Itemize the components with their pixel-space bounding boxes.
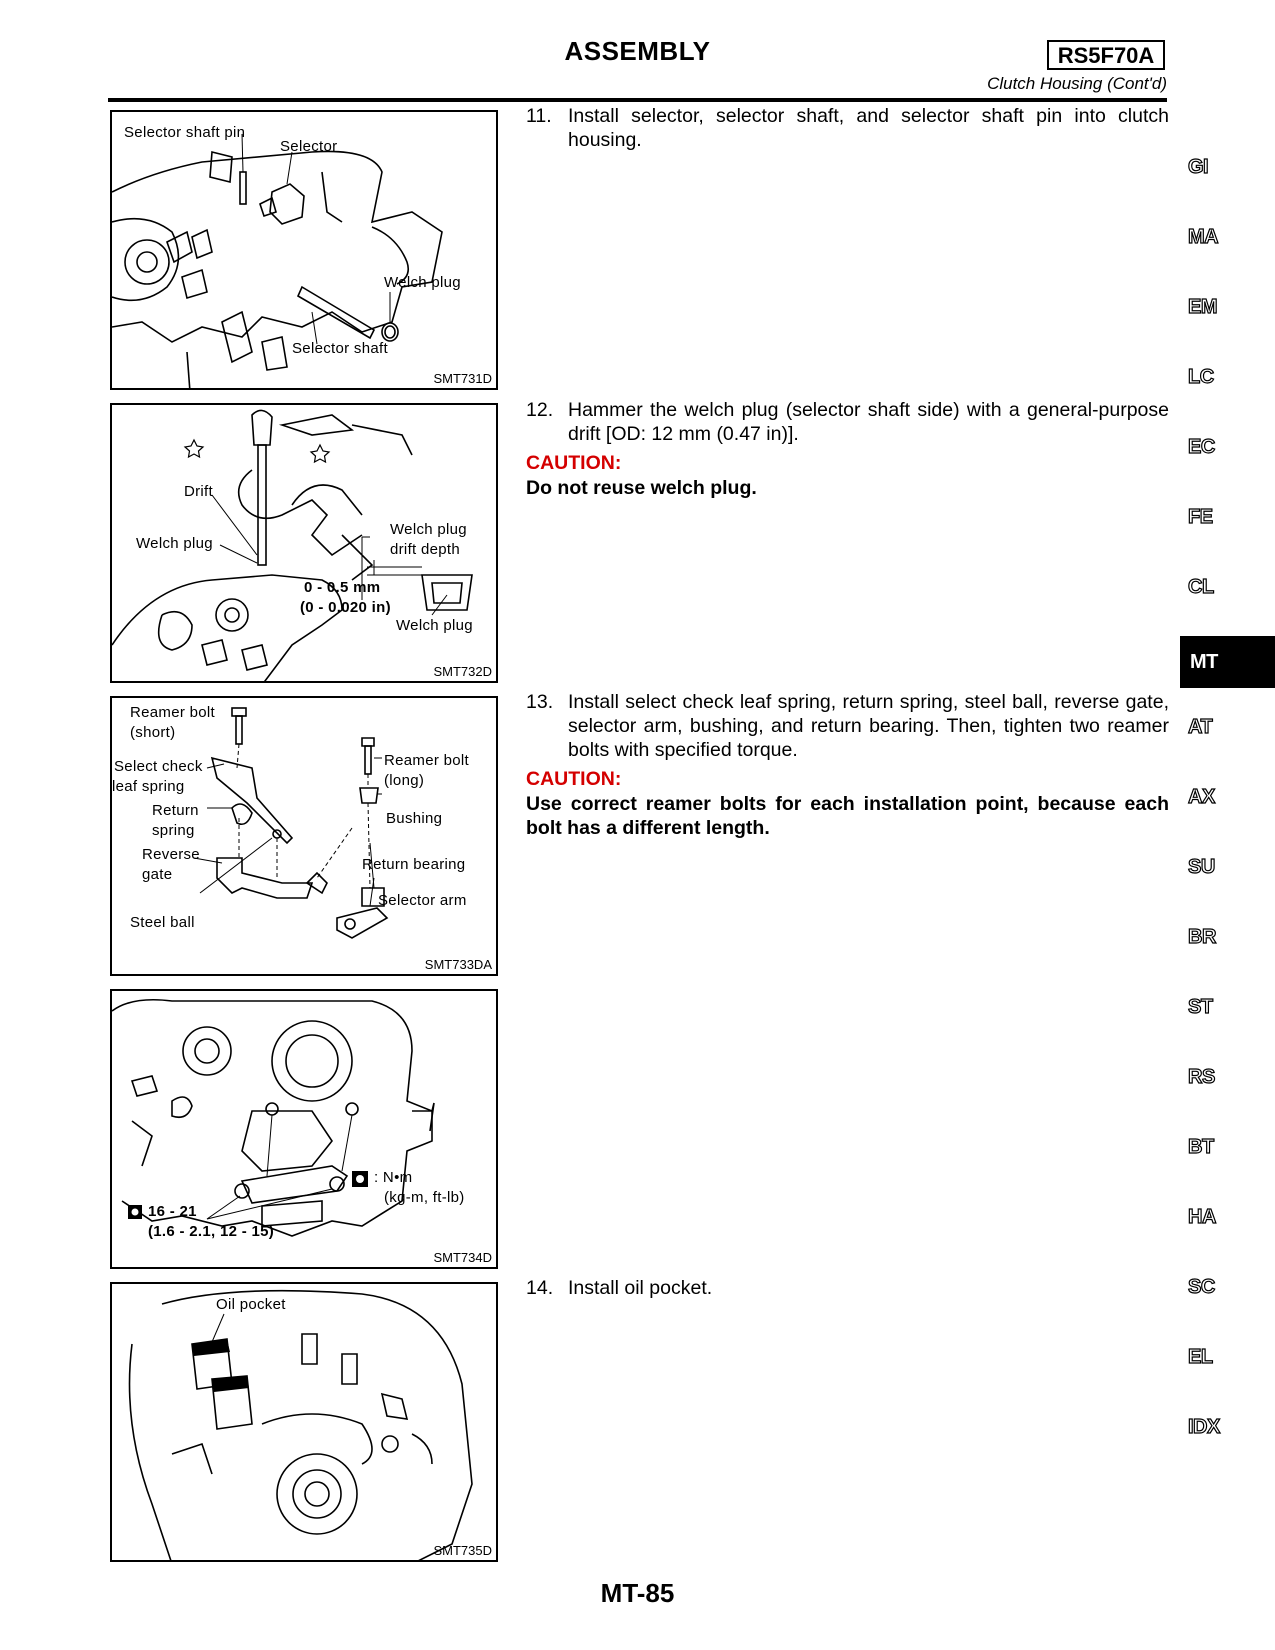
label-welch-plug: Welch plug <box>384 274 461 291</box>
step-text: Install oil pocket. <box>568 1277 713 1299</box>
side-tab-ec[interactable]: EC <box>1188 436 1215 458</box>
step-number: 12. <box>526 399 554 421</box>
step-text: Install selector, selector shaft, and selector shaft pin into clutch housing. <box>568 105 1169 151</box>
label-torque-value-alt: (1.6 - 2.1, 12 - 15) <box>148 1223 275 1240</box>
label-depth-in: (0 - 0.020 in) <box>300 599 391 616</box>
figure-code: SMT735D <box>433 1543 492 1558</box>
side-tab-br[interactable]: BR <box>1188 926 1216 948</box>
step-text: Install select check leaf spring, return spring, steel ball, reverse gate, selector arm, bushing, and return bearing. Then, tighten two reamer bolts with specified torque. <box>568 691 1169 761</box>
label-spring: spring <box>152 822 195 839</box>
label-depth-mm: 0 - 0.5 mm <box>304 579 381 596</box>
step-number: 13. <box>526 691 554 713</box>
label-torque-value: 16 - 21 <box>148 1203 197 1220</box>
figure-exploded-selector-parts <box>110 696 498 976</box>
label-reverse: Reverse <box>142 846 200 863</box>
side-tab-at[interactable]: AT <box>1188 716 1213 738</box>
step-number: 14. <box>526 1277 554 1299</box>
label-drift: Drift <box>184 483 213 500</box>
label-welch-plug-right: Welch plug <box>390 521 467 538</box>
label-long: (long) <box>384 772 425 789</box>
side-tab-su[interactable]: SU <box>1188 856 1215 878</box>
step-11 <box>526 104 1169 152</box>
label-select-check: Select check <box>114 758 203 775</box>
label-torque-unit: : N•m <box>374 1169 413 1186</box>
side-tab-idx[interactable]: IDX <box>1188 1416 1220 1438</box>
figure-selector-install <box>110 110 498 390</box>
caution-text: Do not reuse welch plug. <box>526 477 757 499</box>
figure-oil-pocket <box>110 1282 498 1562</box>
caution-heading: CAUTION: <box>526 452 622 474</box>
model-code-box: RS5F70A <box>1047 40 1165 70</box>
side-tab-st[interactable]: ST <box>1188 996 1213 1018</box>
side-tab-lc[interactable]: LC <box>1188 366 1214 388</box>
step-14 <box>526 1276 1169 1300</box>
side-tab-ma[interactable]: MA <box>1188 226 1219 248</box>
figure-reamer-bolt-torque <box>110 989 498 1269</box>
side-tab-el[interactable]: EL <box>1188 1346 1213 1368</box>
label-selector-arm: Selector arm <box>378 892 467 909</box>
label-drift-depth: drift depth <box>390 541 461 558</box>
step-text: Hammer the welch plug (selector shaft side) with a general-purpose drift [OD: 12 mm (0.47 in)]. <box>568 399 1169 445</box>
caution-heading: CAUTION: <box>526 768 622 790</box>
label-selector-shaft: Selector shaft <box>292 340 388 357</box>
label-reamer-bolt-short: Reamer bolt <box>130 704 216 721</box>
side-tab-sc[interactable]: SC <box>1188 1276 1215 1298</box>
subsection-title: Clutch Housing (Cont'd) <box>987 74 1167 93</box>
figure-code: SMT733DA <box>424 957 492 972</box>
label-reamer-bolt-long: Reamer bolt <box>384 752 470 769</box>
side-tab-ax[interactable]: AX <box>1188 786 1215 808</box>
side-tab-gi[interactable]: GI <box>1188 156 1209 178</box>
side-tab-ha[interactable]: HA <box>1188 1206 1216 1228</box>
page-number: MT-85 <box>600 1578 675 1608</box>
label-bushing: Bushing <box>386 810 443 827</box>
label-return-bearing: Return bearing <box>362 856 466 873</box>
figure-code: SMT732D <box>433 664 492 679</box>
label-steel-ball: Steel ball <box>130 914 195 931</box>
label-torque-unit-alt: (kg-m, ft-lb) <box>384 1189 465 1206</box>
step-12 <box>526 398 1169 446</box>
figure-code: SMT731D <box>433 371 492 386</box>
page-title: ASSEMBLY <box>564 36 711 66</box>
step-13 <box>526 690 1169 762</box>
caution-text: Use correct reamer bolts for each installation point, because each bolt has a different length. <box>526 793 1169 839</box>
label-welch-plug-bottom: Welch plug <box>396 617 473 634</box>
label-selector-shaft-pin: Selector shaft pin <box>124 124 246 141</box>
figure-welch-plug-drift <box>110 403 498 683</box>
step-number: 11. <box>526 105 552 127</box>
label-leaf-spring: leaf spring <box>112 778 185 795</box>
side-tab-fe[interactable]: FE <box>1188 506 1213 528</box>
label-gate: gate <box>142 866 173 883</box>
label-selector: Selector <box>280 138 338 155</box>
figure-5-drawing <box>112 1284 498 1562</box>
label-short: (short) <box>130 724 176 741</box>
label-oil-pocket: Oil pocket <box>216 1296 286 1313</box>
header-rule <box>108 98 1167 102</box>
label-welch-plug-left: Welch plug <box>136 535 213 552</box>
side-tab-bt[interactable]: BT <box>1188 1136 1214 1158</box>
figure-code: SMT734D <box>433 1250 492 1265</box>
side-tab-rs[interactable]: RS <box>1188 1066 1215 1088</box>
side-tab-em[interactable]: EM <box>1188 296 1217 318</box>
side-tab-cl[interactable]: CL <box>1188 576 1214 598</box>
label-return: Return <box>152 802 199 819</box>
side-tab-mt[interactable]: MT <box>1180 636 1275 688</box>
